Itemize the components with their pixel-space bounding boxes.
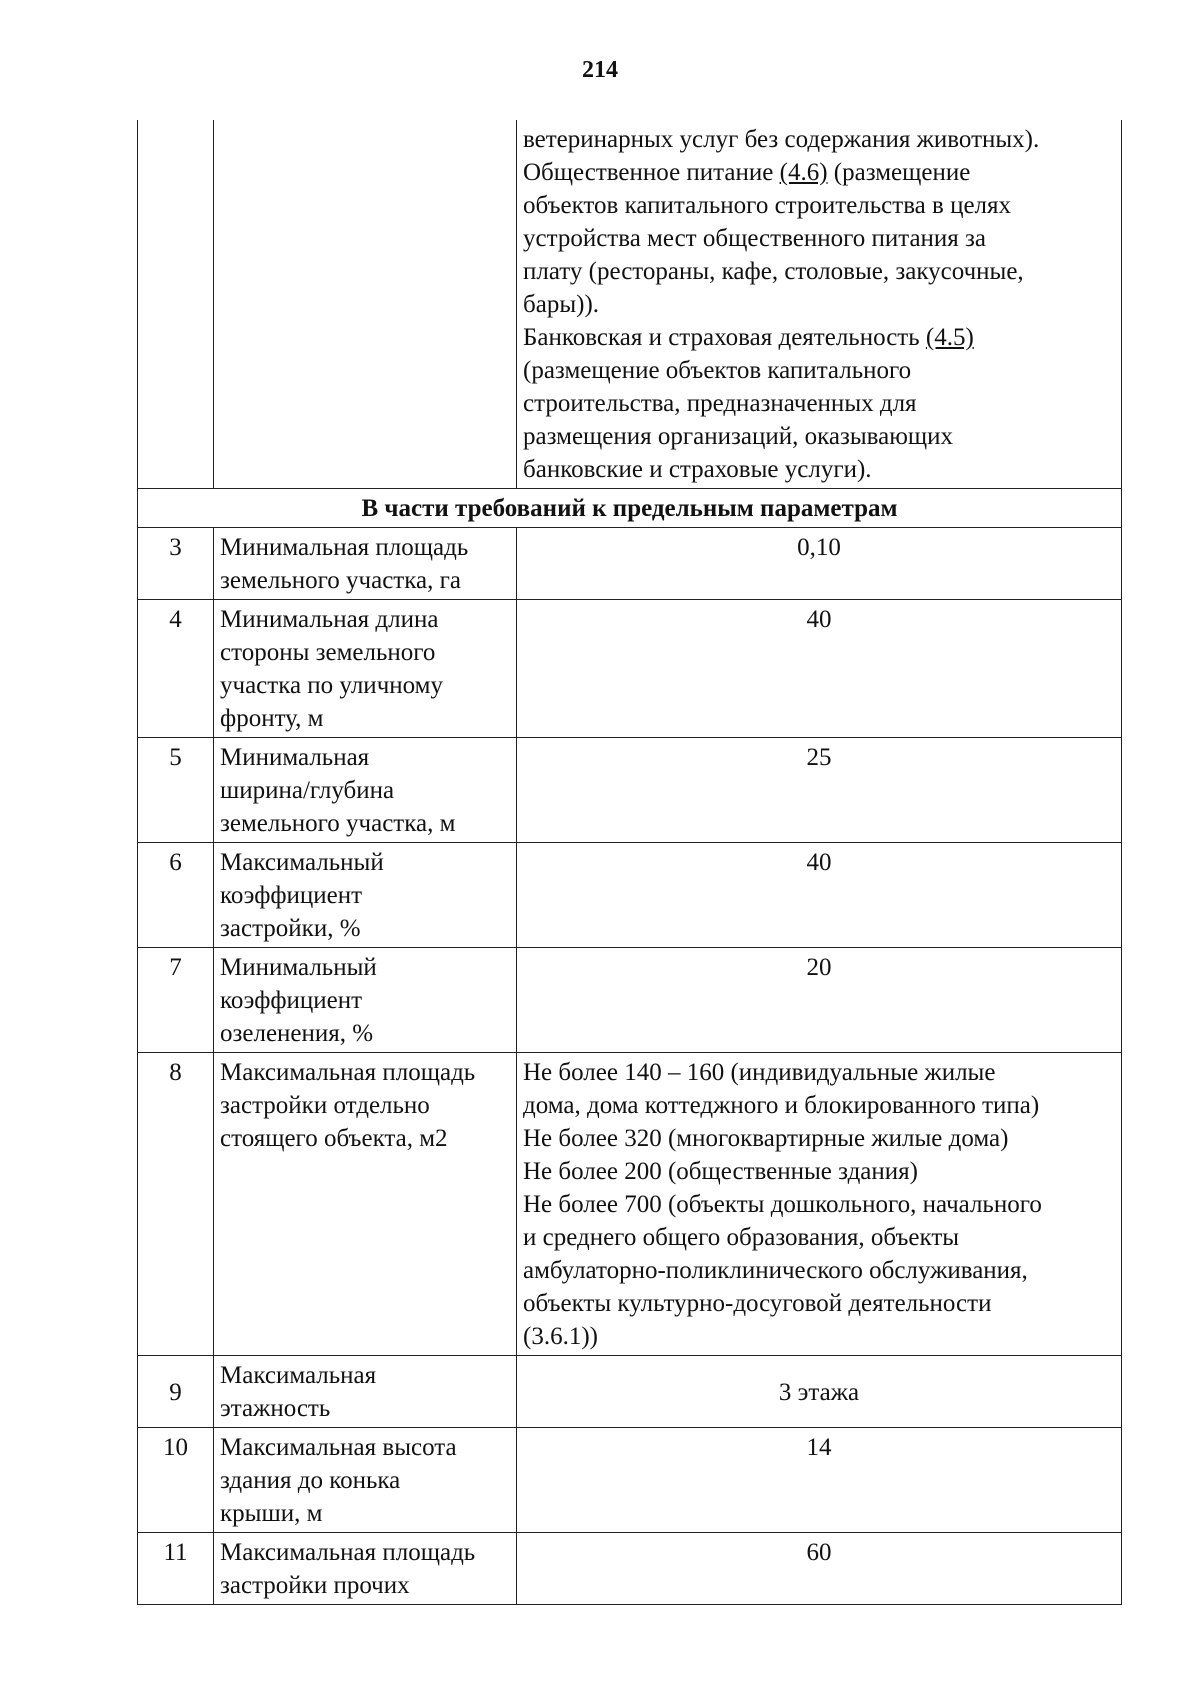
value-line: Не более 140 – 160 (индивидуальные жилые [523, 1059, 996, 1086]
table-row [138, 600, 1122, 738]
parameter-name [214, 1053, 517, 1356]
parameter-name [214, 1428, 517, 1533]
parameter-line: Минимальная площадь [220, 534, 469, 561]
parameter-line: застройки, % [220, 915, 361, 942]
value-line: 20 [806, 954, 832, 981]
vri-code-link[interactable]: (4.6) [779, 159, 828, 186]
parameter-line: застройки прочих [220, 1572, 410, 1599]
parameter-line: ширина/глубина [220, 777, 395, 804]
parameter-line: фронту, м [220, 705, 324, 732]
parameter-line: здания до конька [220, 1467, 401, 1494]
parameter-value [517, 948, 1122, 1053]
parameter-line: Минимальная длина [220, 606, 439, 633]
table-row [138, 1533, 1122, 1605]
continuation-line: Общественное питание (4.6) (размещение [523, 159, 971, 186]
table-row [138, 738, 1122, 843]
parameter-name [214, 1356, 517, 1428]
continuation-num-cell [138, 120, 214, 489]
row-number: 4 [138, 600, 214, 738]
value-line: Не более 320 (многоквартирные жилые дома) [523, 1125, 1009, 1152]
parameter-line: Максимальная [220, 1362, 377, 1389]
continuation-line: объектов капитального строительства в целях [523, 192, 1012, 219]
value-line: 40 [806, 606, 832, 633]
table-row [138, 1356, 1122, 1428]
value-line: 60 [806, 1539, 832, 1566]
parameter-value [517, 1356, 1122, 1428]
section-header: В части требований к предельным параметрам [138, 489, 1122, 528]
parameter-value [517, 738, 1122, 843]
parameter-value [517, 528, 1122, 600]
continuation-text-cell [517, 120, 1122, 489]
parameter-value [517, 600, 1122, 738]
parameter-name [214, 528, 517, 600]
parameter-line: коэффициент [220, 882, 363, 909]
parameter-value [517, 1533, 1122, 1605]
value-line: и среднего общего образования, объекты [523, 1224, 960, 1251]
value-line: объекты культурно-досуговой деятельности [523, 1290, 992, 1317]
parameter-name [214, 843, 517, 948]
table-row [138, 1428, 1122, 1533]
row-number: 3 [138, 528, 214, 600]
parameter-line: коэффициент [220, 987, 363, 1014]
continuation-line: строительства, предназначенных для [523, 390, 917, 417]
value-line: 3 этажа [778, 1378, 860, 1406]
table-row [138, 843, 1122, 948]
continuation-line: Банковская и страховая деятельность (4.5) [523, 324, 974, 351]
row-number: 9 [138, 1356, 214, 1428]
row-number: 6 [138, 843, 214, 948]
parameter-line: крыши, м [220, 1500, 323, 1527]
parameter-rows [138, 528, 1122, 1605]
parameter-value [517, 843, 1122, 948]
table-row [138, 1053, 1122, 1356]
parameter-line: участка по уличному [220, 672, 443, 699]
row-number: 11 [138, 1533, 214, 1605]
section-header-row [138, 489, 1122, 528]
parameters-table [137, 120, 1122, 1605]
parameter-line: стоящего объекта, м2 [220, 1125, 448, 1152]
value-line: 25 [806, 744, 832, 771]
value-line: 40 [806, 849, 832, 876]
continuation-line: размещения организаций, оказывающих [523, 423, 954, 450]
table-row [138, 528, 1122, 600]
row-number: 5 [138, 738, 214, 843]
value-line: (3.6.1)) [523, 1323, 598, 1350]
parameter-name [214, 600, 517, 738]
continuation-line: банковские и страховые услуги). [523, 456, 872, 483]
parameter-name [214, 948, 517, 1053]
continuation-line: бары)). [523, 291, 600, 318]
value-line: Не более 200 (общественные здания) [523, 1158, 918, 1185]
parameter-value [517, 1428, 1122, 1533]
parameter-line: Максимальная площадь [220, 1539, 476, 1566]
value-line: Не более 700 (объекты дошкольного, начального [523, 1191, 1042, 1218]
parameter-line: земельного участка, м [220, 810, 456, 837]
value-line: 0,10 [797, 534, 841, 561]
continuation-line: ветеринарных услуг без содержания животных). [523, 126, 1040, 153]
page-number: 214 [582, 57, 618, 83]
parameter-value [517, 1053, 1122, 1356]
row-number: 8 [138, 1053, 214, 1356]
table-row [138, 948, 1122, 1053]
parameter-line: земельного участка, га [220, 567, 461, 594]
parameter-line: этажность [220, 1395, 331, 1422]
parameter-line: озеленения, % [220, 1020, 374, 1047]
parameter-line: Максимальная площадь [220, 1059, 476, 1086]
row-number: 7 [138, 948, 214, 1053]
parameter-line: Максимальная высота [220, 1434, 457, 1461]
continuation-line: (размещение объектов капитального [523, 357, 912, 384]
value-line: дома, дома коттеджного и блокированного типа) [523, 1092, 1040, 1119]
continuation-line: плату (рестораны, кафе, столовые, закусочные, [523, 258, 1024, 285]
value-line: амбулаторно-поликлинического обслуживания, [523, 1257, 1028, 1284]
value-line: 14 [806, 1434, 832, 1461]
parameter-line: Минимальный [220, 954, 377, 981]
continuation-row [138, 120, 1122, 489]
continuation-param-cell [214, 120, 517, 489]
parameter-line: Минимальная [220, 744, 370, 771]
parameter-name [214, 1533, 517, 1605]
vri-code-link[interactable]: (4.5) [925, 324, 974, 351]
parameter-line: стороны земельного [220, 639, 436, 666]
row-number: 10 [138, 1428, 214, 1533]
parameter-line: застройки отдельно [220, 1092, 430, 1119]
parameter-name [214, 738, 517, 843]
parameter-line: Максимальный [220, 849, 384, 876]
continuation-line: устройства мест общественного питания за [523, 225, 987, 252]
